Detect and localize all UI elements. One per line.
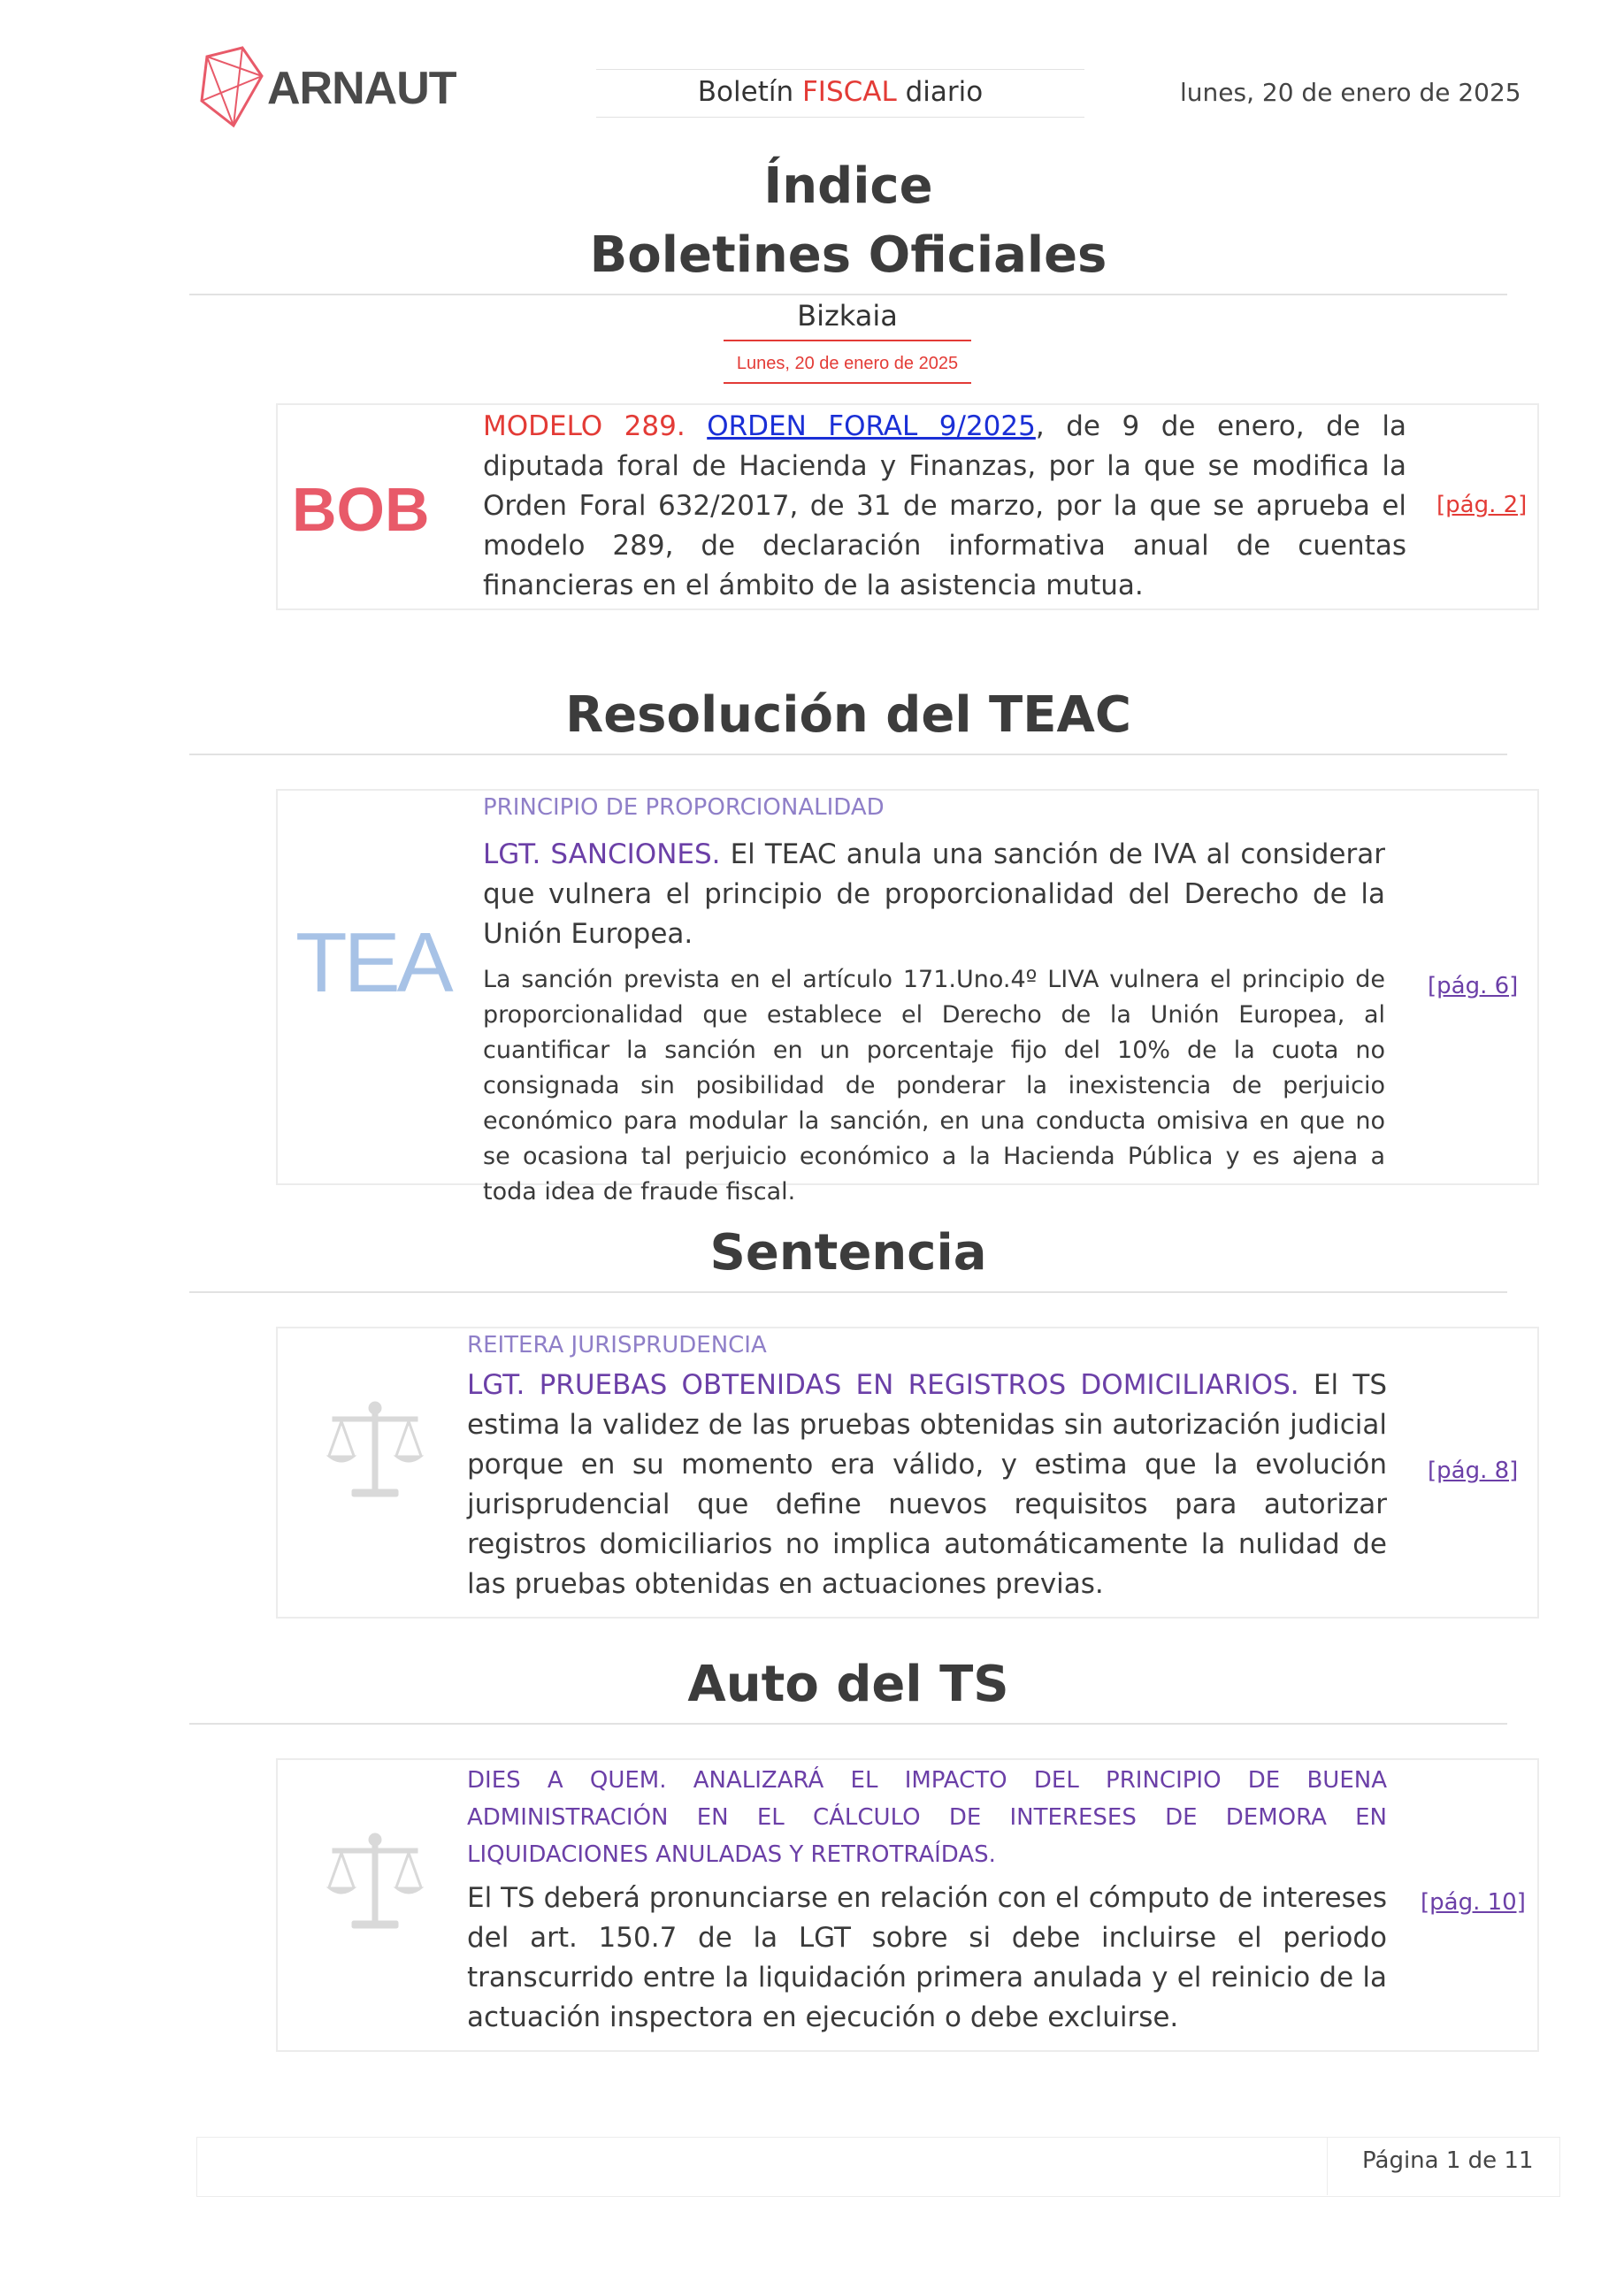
orden-foral-link[interactable]: ORDEN FORAL 9/2025 (707, 410, 1036, 442)
auto-text: El TS deberá pronunciarse en relación con el cómputo de intereses del art. 150.7 de la LGT sobre si debe incluirse el periodo transcurrido entre la liquidación primera anulada y el reinicio de la actuación inspectora en ejecución o debe excluirse. (467, 1882, 1387, 2033)
brand-name: ARNAUT (267, 63, 456, 114)
auto-section-title: Auto del TS (687, 1656, 1009, 1713)
footer-divider (1327, 2137, 1328, 2195)
bulletin-title: Boletín FISCAL diario (697, 76, 984, 108)
bob-logo: BOB (292, 475, 430, 544)
teac-page-link[interactable]: [pág. 6] (1428, 973, 1519, 999)
region-label: Bizkaia (797, 299, 898, 333)
bob-entry-text: MODELO 289. ORDEN FORAL 9/2025, de 9 de enero, de la diputada foral de Hacienda y Finanzas, por la que se modifica la Orden Foral 632/2017, de 31 de marzo, por la que se aprueba el modelo 289, de declaración informativa anual de cuentas financieras en el ámbito de la asistencia mutua. (483, 410, 1406, 601)
teac-kicker: PRINCIPIO DE PROPORCIONALIDAD (483, 794, 885, 821)
sentencia-text: LGT. PRUEBAS OBTENIDAS EN REGISTROS DOMICILIARIOS. El TS estima la validez de las pruebas obtenidas sin autorización judicial porque en su momento era válido, y estima que la evolución jurisprudencial que define nuevos requisitos para autorizar registros domiciliarios no implica automáticamente la nulidad de las pruebas obtenidas en actuaciones previas. (467, 1369, 1387, 1600)
index-subtitle: Boletines Oficiales (589, 226, 1107, 284)
scales-icon (320, 1829, 430, 1939)
page-number: Página 1 de 11 (1362, 2147, 1534, 2174)
auto-kicker: DIES A QUEM. ANALIZARÁ EL IMPACTO DEL PRINCIPIO DE BUENA ADMINISTRACIÓN EN EL CÁLCULO DE INTERESES DE DEMORA EN LIQUIDACIONES ANULADAS Y RETROTRAÍDAS. (467, 1767, 1387, 1868)
teac-body: La sanción prevista en el artículo 171.Uno.4º LIVA vulnera el principio de proporcionalidad que establece el Derecho de la Unión Europea, al cuantificar la sanción en un porcentaje fijo del 10% de la cuota no consignada sin posibilidad de ponderar la inexistencia de perjuicio económico para modular la sanción, en una conducta omisiva en que no se ocasiona tal perjuicio económico a la Hacienda Pública y es ajena a toda idea de fraude fiscal. (483, 966, 1385, 1205)
arnaut-logo-icon (198, 44, 265, 129)
footer-box (196, 2137, 1560, 2197)
sentencia-kicker: REITERA JURISPRUDENCIA (467, 1332, 767, 1358)
index-title: Índice (763, 157, 933, 215)
auto-page-link[interactable]: [pág. 10] (1421, 1889, 1526, 1916)
teac-headline: LGT. SANCIONES. El TEAC anula una sanción de IVA al considerar que vulnera el principio de proporcionalidad del Derecho de la Unión Europea. (483, 838, 1385, 950)
sentencia-page-link[interactable]: [pág. 8] (1428, 1458, 1519, 1484)
tea-logo: TEA (295, 915, 450, 1010)
sentencia-section-title: Sentencia (709, 1224, 987, 1282)
brand-logo (198, 44, 455, 133)
index-date: Lunes, 20 de enero de 2025 (736, 354, 959, 373)
teac-section-title: Resolución del TEAC (565, 686, 1131, 744)
scales-icon (320, 1397, 430, 1507)
header-date: lunes, 20 de enero de 2025 (1180, 78, 1521, 107)
bob-page-link[interactable]: [pág. 2] (1436, 492, 1528, 518)
